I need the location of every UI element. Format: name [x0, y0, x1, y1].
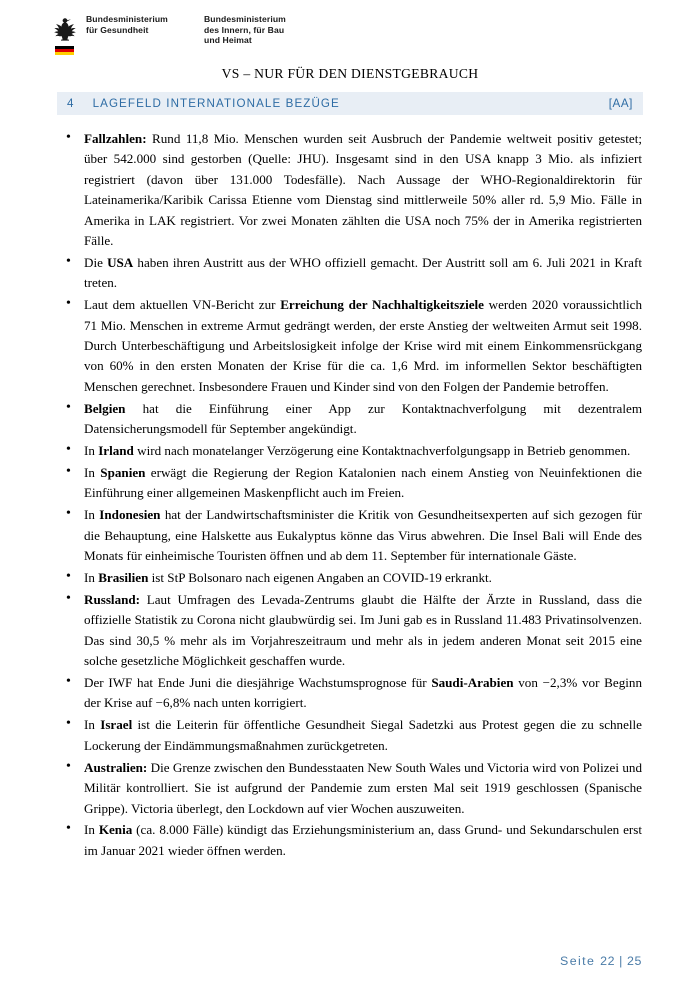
- bullet-item: • Belgien hat die Einführung einer App zur Kontaktnachverfolgung mit dezentralem Datensicherungsmodell für September angekündigt.: [58, 399, 642, 440]
- ministry-interior-line1: Bundesministerium: [204, 14, 286, 24]
- bullet-item: • In Brasilien ist StP Bolsonaro nach eigenen Angaben an COVID-19 erkrankt.: [58, 568, 642, 588]
- bullet-item: • In Kenia (ca. 8.000 Fälle) kündigt das Erziehungsministerium an, dass Grund- und Sekundarschulen erst im Januar 2021 wieder öffnen werden.: [58, 820, 642, 861]
- document-header: [58, 0, 642, 60]
- bullet-list: [58, 129, 642, 861]
- bullet-item: • In Irland wird nach monatelanger Verzögerung eine Kontaktnachverfolgungsapp in Betrieb genommen.: [58, 441, 642, 461]
- section-tag: [AA]: [608, 97, 633, 110]
- bullet-item: • In Spanien erwägt die Regierung der Region Katalonien nach einem Anstieg von Neuinfektionen die Einführung einer allgemeinen Maskenpflicht auch im Freien.: [58, 463, 642, 504]
- bullet-item: • Laut dem aktuellen VN-Bericht zur Erreichung der Nachhaltigkeitsziele werden 2020 voraussichtlich 71 Mio. Menschen in extreme Armut gedrängt werden, der erste Anstieg der weltweiten Armut seit 1998. Durch Unterbeschäftigung und Arbeitslosigkeit infolge der Krise wird mit einem Einkommensrückgang von 60% in den ersten Monaten der Krise für die ca. 1,6 Mrd. im informellen Sektor beschäftigten Menschen gerechnet. Insbesondere Frauen und Kinder sind von den Folgen der Pandemie betroffen.: [58, 295, 642, 397]
- footer-page-number: 22 | 25: [600, 954, 642, 968]
- section-number: 4: [67, 97, 75, 110]
- bullet-item: • In Israel ist die Leiterin für öffentliche Gesundheit Siegal Sadetzki aus Protest gegen die zu schnelle Lockerung der Eindämmungsmaßnahmen zurückgetreten.: [58, 715, 642, 756]
- section-header-bar: [57, 92, 643, 115]
- page-footer: [58, 954, 642, 968]
- ministry-interior-label: [204, 14, 354, 46]
- section-title: LAGEFELD INTERNATIONALE BEZÜGE: [92, 97, 340, 110]
- ministry-health-line2: für Gesundheit: [86, 24, 149, 35]
- bullet-item: • Russland: Laut Umfragen des Levada-Zentrums glaubt die Hälfte der Ärzte in Russland, dass die offizielle Statistik zu Corona nicht glaubwürdig sei. Im Juni gab es in Russland 11.483 Privatinsolvenzen. Das sind 30,5 % mehr als im Vorjahreszeitraum und mehr als in jedem anderen Monat seit 2015 eine solche gesetzliche Möglichkeit geschaffen wurde.: [58, 590, 642, 672]
- bullet-item: • Australien: Die Grenze zwischen den Bundesstaaten New South Wales und Victoria wird von Polizei und Militär kontrolliert. Sie ist aufgrund der Pandemie zum ersten Mal seit 1919 geschlossen (Spanische Grippe). Victoria überlegt, den Lockdown auf vier Wochen auszuweiten.: [58, 758, 642, 819]
- ministry-health-label: [86, 14, 198, 35]
- german-flag-bars: [55, 46, 74, 55]
- ministry-health-line1: Bundesministerium: [86, 14, 168, 24]
- bullet-item: • Die USA haben ihren Austritt aus der WHO offiziell gemacht. Der Austritt soll am 6. Juli 2021 in Kraft treten.: [58, 253, 642, 294]
- classification-banner: VS – NUR FÜR DEN DIENSTGEBRAUCH: [221, 66, 479, 81]
- federal-eagle-icon: [52, 14, 78, 60]
- footer-label: Seite: [560, 954, 596, 968]
- ministry-interior-line3: und Heimat: [204, 35, 252, 46]
- ministry-interior-line2: des Innern, für Bau: [204, 24, 285, 35]
- bullet-item: • Fallzahlen: Rund 11,8 Mio. Menschen wurden seit Ausbruch der Pandemie weltweit positiv getestet; über 542.000 sind gestorben (Quelle: JHU). Insgesamt sind in den USA knapp 3 Mio. als infiziert registriert (davon über 131.000 Todesfälle). Nach Aussage der WHO-Regionaldirektorin für Lateinamerika/Karibik Carissa Etienne vom Dienstag sind mittlerweile 50% aller rd. 5,9 Mio. Fälle in Amerika in LAK registriert. Vor zwei Monaten zählten die USA noch 75% der in Amerika registrierten Fälle.: [58, 129, 642, 251]
- bullet-item: • Der IWF hat Ende Juni die diesjährige Wachstumsprognose für Saudi-Arabien von −2,3% vor Beginn der Krise auf −6,8% nach unten korrigiert.: [58, 673, 642, 714]
- bullet-item: • In Indonesien hat der Landwirtschaftsminister die Kritik von Gesundheitsexperten auf sich gezogen für die Behauptung, eine Halskette aus Eukalyptus könne das Virus abwehren. Die Insel Bali will Ende des Monats für einheimische Touristen öffnen und ab dem 11. September für internationale Gäste.: [58, 505, 642, 566]
